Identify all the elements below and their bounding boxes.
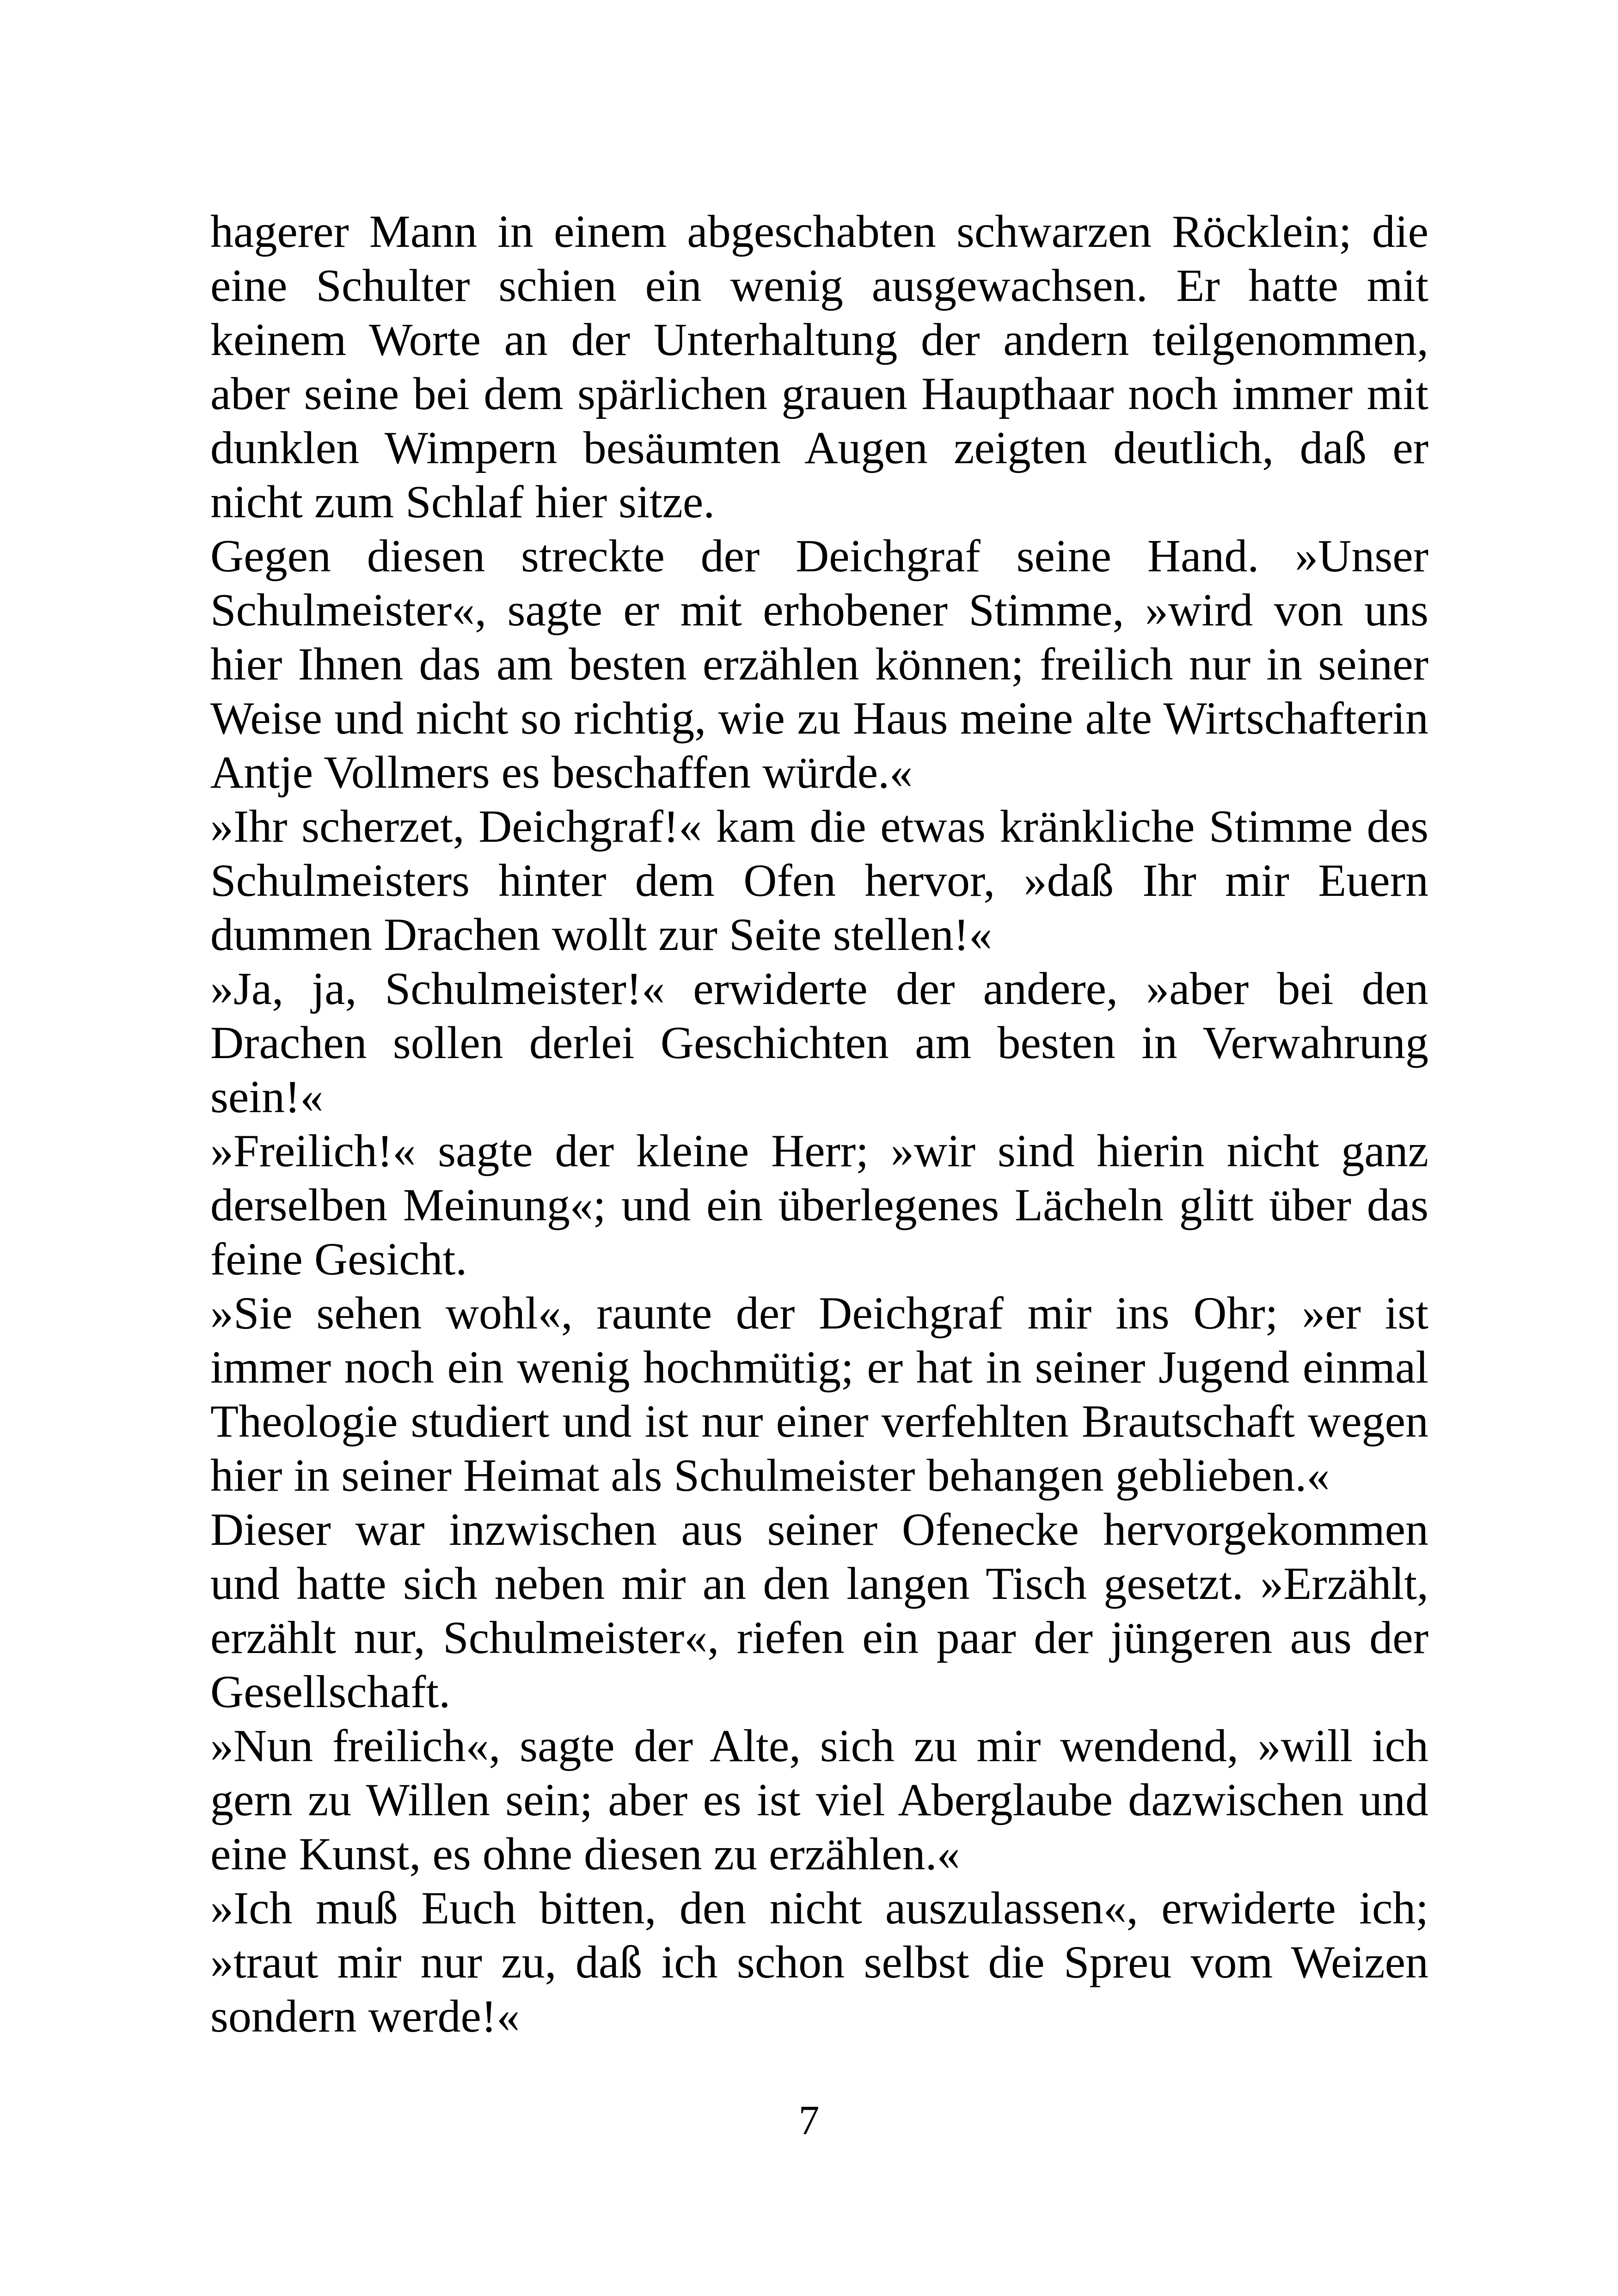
- paragraph-3: »Ihr scherzet, Deichgraf!« kam die etwas kränkliche Stimme des Schulmeisters hinter dem Ofen hervor, »daß Ihr mir Euern dummen Drachen wollt zur Seite stellen!«: [210, 801, 1428, 960]
- paragraph-8: »Nun freilich«, sagte der Alte, sich zu mir wendend, »will ich gern zu Willen sein; aber es ist viel Aberglaube dazwischen und eine Kunst, es ohne diesen zu erzählen.«: [210, 1720, 1428, 1880]
- paragraph-7: Dieser war inzwischen aus seiner Ofenecke hervorgekommen und hatte sich neben mir an den langen Tisch gesetzt. »Erzählt, erzählt nur, Schulmeister«, riefen ein paar der jüngeren aus der Gesellschaft.: [210, 1504, 1428, 1717]
- paragraph-1: hagerer Mann in einem abgeschabten schwarzen Röcklein; die eine Schulter schien ein wenig ausgewachsen. Er hatte mit keinem Worte an der Unterhaltung der andern teilgenommen, aber seine bei dem spärlichen grauen Haupthaar noch immer mit dunklen Wimpern besäumten Augen zeigten deutlich, daß er nicht zum Schlaf hier sitze.: [210, 206, 1428, 527]
- paragraph-4: »Ja, ja, Schulmeister!« erwiderte der andere, »aber bei den Drachen sollen derlei Geschichten am besten in Verwahrung sein!«: [210, 963, 1428, 1122]
- body-text: [210, 204, 1428, 2043]
- paragraph-5: »Freilich!« sagte der kleine Herr; »wir sind hierin nicht ganz derselben Meinung«; und ein überlegenes Lächeln glitt über das feine Gesicht.: [210, 1125, 1428, 1285]
- paragraph-9: »Ich muß Euch bitten, den nicht auszulassen«, erwiderte ich; »traut mir nur zu, daß ich schon selbst die Spreu vom Weizen sondern werde!«: [210, 1882, 1428, 2042]
- paragraph-6: »Sie sehen wohl«, raunte der Deichgraf mir ins Ohr; »er ist immer noch ein wenig hochmütig; er hat in seiner Jugend einmal Theologie studiert und ist nur einer verfehlten Brautschaft wegen hier in seiner Heimat als Schulmeister behangen geblieben.«: [210, 1287, 1428, 1501]
- paragraph-2: Gegen diesen streckte der Deichgraf seine Hand. »Unser Schulmeister«, sagte er mit erhobener Stimme, »wird von uns hier Ihnen das am besten erzählen können; freilich nur in seiner Weise und nicht so richtig, wie zu Haus meine alte Wirtschafterin Antje Vollmers es beschaffen würde.«: [210, 530, 1428, 798]
- page-number: 7: [798, 2098, 820, 2143]
